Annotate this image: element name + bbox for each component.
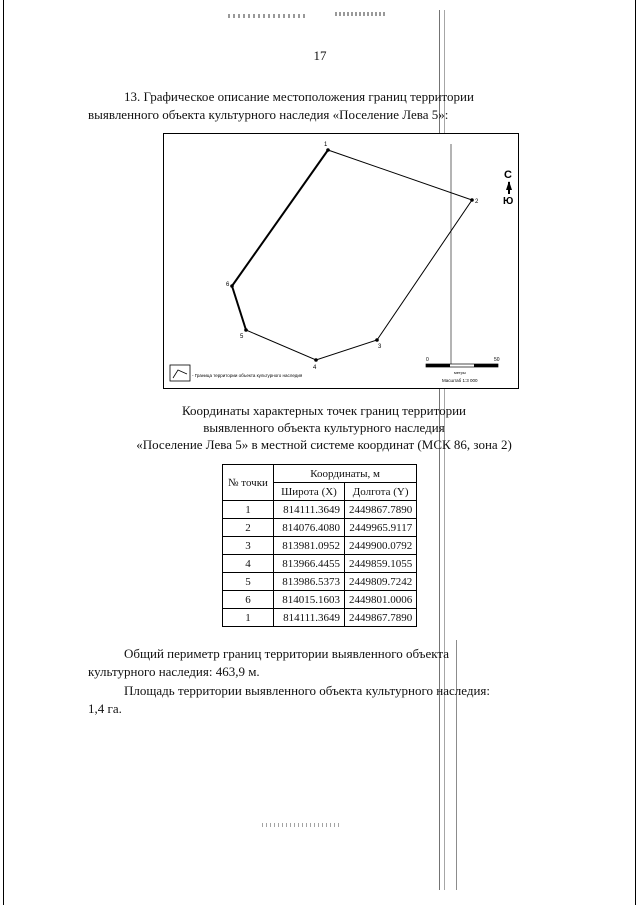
point-number: 6 [223,591,274,609]
heading-line: выявленного объекта культурного наследия «Поселение Лева 5»: [88,107,449,122]
boundary-point [244,328,248,332]
coord-y: 2449867.7890 [345,609,417,627]
coord-y: 2449965.9117 [345,519,417,537]
table-row [223,555,417,573]
legend-box [170,365,190,381]
caption-line: «Поселение Лева 5» в местной системе координат (МСК 86, зона 2) [136,437,512,452]
perimeter-paragraph [88,645,560,681]
boundary-map [163,133,519,389]
point-number: 1 [223,609,274,627]
scan-speckle [262,823,342,827]
caption-line: выявленного объекта культурного наследия [203,420,445,435]
table-row [223,591,417,609]
area-paragraph [88,682,560,718]
boundary-point [375,338,379,342]
point-number: 1 [223,501,274,519]
coord-x: 814015.1603 [274,591,345,609]
boundary-point [230,284,234,288]
coord-y: 2449859.1055 [345,555,417,573]
coord-x: 814111.3649 [274,609,345,627]
boundary-point [314,358,318,362]
col-coords-header: Координаты, м [274,465,417,483]
point-number: 2 [223,519,274,537]
point-label: 5 [240,334,244,340]
point-label: 3 [378,344,382,350]
table-row [223,501,417,519]
perimeter-line: культурного наследия: 463,9 м. [88,664,260,679]
table-row [223,537,417,555]
boundary-edge-thick [232,150,328,286]
coord-x: 813981.0952 [274,537,345,555]
coord-y: 2449801.0006 [345,591,417,609]
col-x-header: Широта (X) [274,483,345,501]
area-line: Площадь территории выявленного объекта культурного наследия: [124,683,491,698]
legend-text: - Граница территории объекта культурного наследия [192,373,303,378]
scan-edge-line-right [635,0,636,905]
legend-boundary-icon [173,370,187,378]
scale-bar-segment [426,364,450,367]
coord-y: 2449867.7890 [345,501,417,519]
heading-line: 13. Графическое описание местоположения границ территории [124,89,474,104]
scale-ratio: Масштаб 1:3 000 [442,378,478,383]
coord-y: 2449900.0792 [345,537,417,555]
scan-speckle [228,14,308,18]
scale-start: 0 [426,357,429,363]
area-line: 1,4 га. [88,701,122,716]
point-label: 4 [313,365,317,371]
boundary-polygon [232,150,472,360]
point-number: 4 [223,555,274,573]
point-label: 1 [324,142,328,148]
caption-line: Координаты характерных точек границ территории [182,403,466,418]
perimeter-line: Общий периметр границ территории выявленного объекта [124,646,450,661]
boundary-edge-thick [232,286,246,330]
table-caption [88,402,560,453]
boundary-point [470,198,474,202]
table-row [223,609,417,627]
point-number: 5 [223,573,274,591]
point-label: 6 [226,282,230,288]
scan-speckle [335,12,385,16]
coord-x: 814076.4080 [274,519,345,537]
coord-y: 2449809.7242 [345,573,417,591]
scale-end: 50 [494,357,500,363]
scale-unit: метры [454,370,466,375]
page-number: 17 [313,48,327,63]
map-drawing [164,134,518,388]
coord-x: 814111.3649 [274,501,345,519]
point-number: 3 [223,537,274,555]
boundary-point [326,148,330,152]
col-point-header: № точки [223,465,274,501]
table-row [223,519,417,537]
col-y-header: Долгота (Y) [345,483,417,501]
scan-edge-line-left [3,0,4,905]
table-row [223,573,417,591]
coordinates-table [222,464,417,627]
south-label: Ю [503,196,514,207]
section-heading [88,88,560,124]
table-header-row [223,465,417,483]
point-label: 2 [475,199,479,205]
north-arrow-icon [506,181,512,190]
north-label: С [504,169,512,181]
coord-x: 813986.5373 [274,573,345,591]
scale-bar-segment [474,364,498,367]
coord-x: 813966.4455 [274,555,345,573]
